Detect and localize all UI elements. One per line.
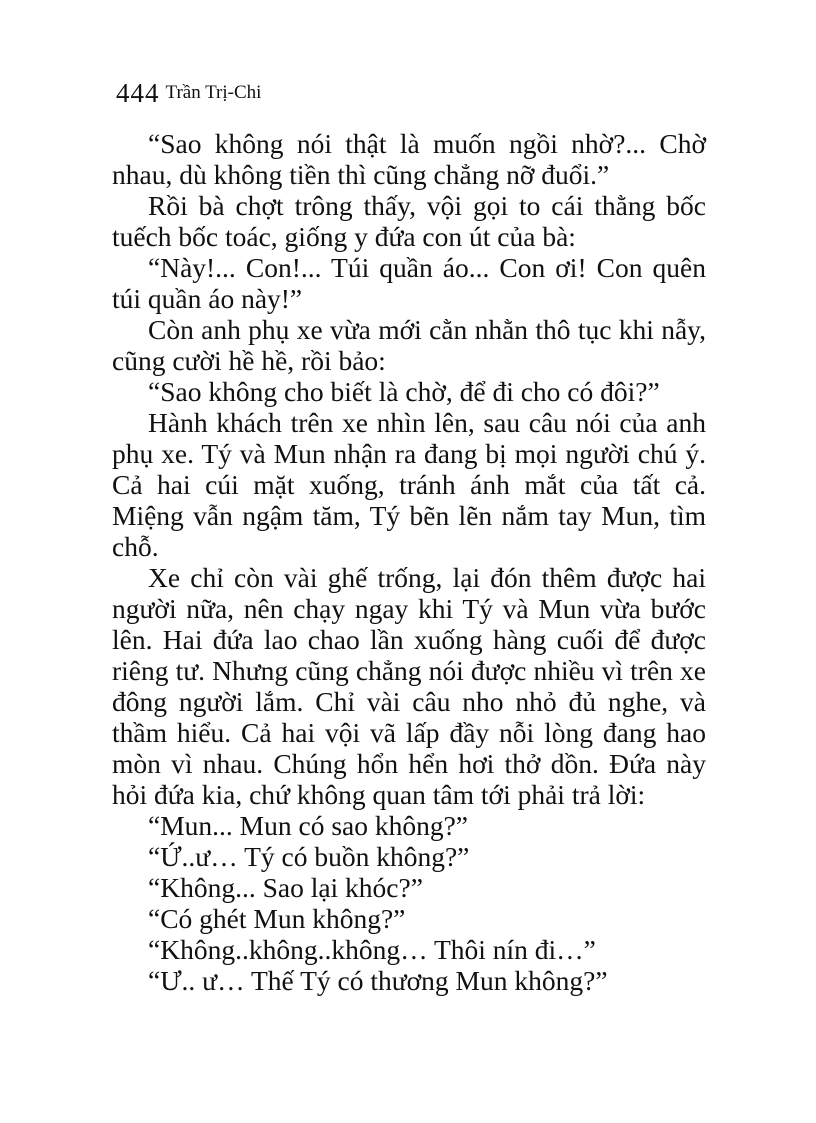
paragraph: Xe chỉ còn vài ghế trống, lại đón thêm được hai người nữa, nên chạy ngay khi Tý và Mun vừa bước lên. Hai đứa lao chao lần xuống hàng cuối để được riêng tư. Nhưng cũng chẳng nói được nhiều vì trên xe đông người lắm. Chỉ vài câu nho nhỏ đủ nghe, và thầm hiểu. Cả hai vội vã lấp đầy nỗi lòng đang hao mòn vì nhau. Chúng hổn hển hơi thở dồn. Đứa này hỏi đứa kia, chứ không quan tâm tới phải trả lời: (112, 562, 706, 810)
body-text (112, 128, 706, 996)
paragraph: Còn anh phụ xe vừa mới cằn nhằn thô tục khi nẫy, cũng cười hề hề, rồi bảo: (112, 314, 706, 376)
dialogue-line: “Ứ..ư… Tý có buồn không?” (148, 841, 470, 872)
paragraph: “Này!... Con!... Túi quần áo... Con ơi! Con quên túi quần áo này!” (112, 252, 706, 314)
dialogue-line: “Ư.. ư… Thế Tý có thương Mun không?” (148, 965, 608, 996)
dialogue-line: “Không..không..không… Thôi nín đi…” (148, 934, 596, 965)
page-header (116, 78, 261, 109)
paragraph: Hành khách trên xe nhìn lên, sau câu nói của anh phụ xe. Tý và Mun nhận ra đang bị mọi người chú ý. Cả hai cúi mặt xuống, tránh ánh mắt của tất cả. Miệng vẫn ngậm tăm, Tý bẽn lẽn nắm tay Mun, tìm chỗ. (112, 407, 706, 562)
dialogue-line: “Mun... Mun có sao không?” (148, 810, 469, 841)
page-number: 444 (116, 78, 160, 108)
paragraph: Rồi bà chợt trông thấy, vội gọi to cái thằng bốc tuếch bốc toác, giống y đứa con út của bà: (112, 190, 706, 252)
running-title: Trần Trị-Chi (165, 82, 262, 103)
dialogue-line: “Không... Sao lại khóc?” (148, 872, 423, 903)
paragraph: “Sao không cho biết là chờ, để đi cho có đôi?” (148, 376, 660, 407)
dialogue-line: “Có ghét Mun không?” (148, 903, 406, 934)
paragraph: “Sao không nói thật là muốn ngồi nhờ?... Chờ nhau, dù không tiền thì cũng chẳng nỡ đuổi.” (112, 128, 706, 190)
